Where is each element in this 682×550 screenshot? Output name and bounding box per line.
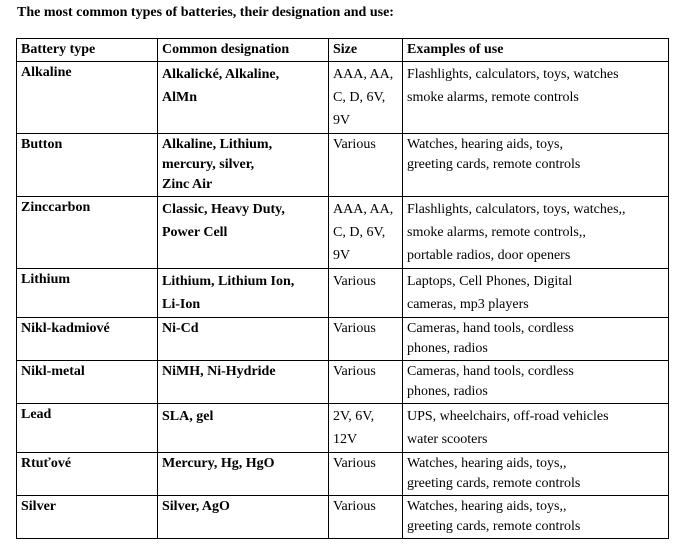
size-cell [329,134,403,197]
size-line: Various [333,274,376,289]
uses-cell [403,453,669,496]
uses-line: Laptops, Cell Phones, Digital [407,274,573,289]
document-heading: The most common types of batteries, their designation and use: [17,5,394,20]
size-line: C, D, 6V, [333,90,386,105]
designation-cell [158,361,329,404]
table-row [17,453,669,496]
table-row [17,197,669,269]
size-line: 9V [333,113,351,128]
designation-line: NiMH, Ni-Hydride [162,364,276,379]
size-line: Various [333,499,376,514]
designation-cell [158,404,329,453]
designation-cell [158,318,329,361]
uses-line: Cameras, hand tools, cordless [407,364,574,379]
size-line: Various [333,321,376,336]
uses-line: Flashlights, calculators, toys, watches,, [407,202,626,217]
battery-type-cell: Nikl-kadmiové [17,318,158,361]
designation-line: AlMn [162,90,197,105]
size-cell [329,318,403,361]
uses-cell [403,62,669,134]
designation-cell [158,269,329,318]
uses-line: Flashlights, calculators, toys, watches [407,67,619,82]
designation-line: SLA, gel [162,409,214,424]
table-row [17,269,669,318]
size-cell [329,453,403,496]
uses-cell [403,318,669,361]
uses-line: water scooters [407,432,488,447]
uses-line: phones, radios [407,341,488,356]
designation-line: Li-Ion [162,297,201,312]
designation-cell [158,496,329,539]
designation-line: Ni-Cd [162,321,199,336]
size-cell [329,62,403,134]
designation-line: Lithium, Lithium Ion, [162,274,295,289]
size-line: 9V [333,248,351,263]
uses-line: greeting cards, remote controls [407,157,581,172]
designation-cell [158,62,329,134]
battery-type-cell: Zinccarbon [17,197,158,269]
uses-line: Watches, hearing aids, toys,, [407,456,567,471]
uses-line: portable radios, door openers [407,248,571,263]
size-cell [329,361,403,404]
battery-type-cell: Lead [17,404,158,453]
size-line: AAA, AA, [333,202,394,217]
table-header-row [17,39,669,62]
size-line: Various [333,137,376,152]
table-row [17,134,669,197]
size-line: Various [333,456,376,471]
size-cell [329,496,403,539]
column-header-battery-type: Battery type [17,39,158,62]
size-cell [329,197,403,269]
size-line: AAA, AA, [333,67,394,82]
uses-line: Watches, hearing aids, toys,, [407,499,567,514]
size-line: Various [333,364,376,379]
battery-type-cell: Rtuťové [17,453,158,496]
battery-type-cell: Button [17,134,158,197]
size-line: C, D, 6V, [333,225,386,240]
battery-type-cell: Silver [17,496,158,539]
column-header-size: Size [329,39,403,62]
size-cell [329,404,403,453]
column-header-common-designation: Common designation [158,39,329,62]
battery-type-cell: Nikl-metal [17,361,158,404]
uses-line: Cameras, hand tools, cordless [407,321,574,336]
size-cell [329,269,403,318]
size-line: 2V, 6V, [333,409,375,424]
uses-cell [403,404,669,453]
uses-cell [403,269,669,318]
designation-cell [158,197,329,269]
designation-cell [158,134,329,197]
uses-line: UPS, wheelchairs, off-road vehicles [407,409,609,424]
designation-line: Zinc Air [162,177,213,192]
designation-line: Classic, Heavy Duty, [162,202,285,217]
battery-table [16,38,669,539]
table-row [17,318,669,361]
uses-line: greeting cards, remote controls [407,476,581,491]
uses-cell [403,197,669,269]
table-row [17,361,669,404]
designation-line: Silver, AgO [162,499,230,514]
table-row [17,62,669,134]
uses-line: smoke alarms, remote controls,, [407,225,586,240]
uses-cell [403,134,669,197]
designation-line: mercury, silver, [162,157,255,172]
uses-cell [403,361,669,404]
designation-line: Alkaline, Lithium, [162,137,273,152]
uses-line: cameras, mp3 players [407,297,529,312]
uses-line: Watches, hearing aids, toys, [407,137,563,152]
designation-line: Power Cell [162,225,228,240]
uses-line: phones, radios [407,384,488,399]
table-row [17,404,669,453]
column-header-examples-of-use: Examples of use [403,39,669,62]
uses-line: greeting cards, remote controls [407,519,581,534]
battery-type-cell: Lithium [17,269,158,318]
designation-line: Mercury, Hg, HgO [162,456,275,471]
table-row [17,496,669,539]
designation-line: Alkalické, Alkaline, [162,67,280,82]
uses-cell [403,496,669,539]
designation-cell [158,453,329,496]
uses-line: smoke alarms, remote controls [407,90,579,105]
battery-type-cell: Alkaline [17,62,158,134]
size-line: 12V [333,432,358,447]
